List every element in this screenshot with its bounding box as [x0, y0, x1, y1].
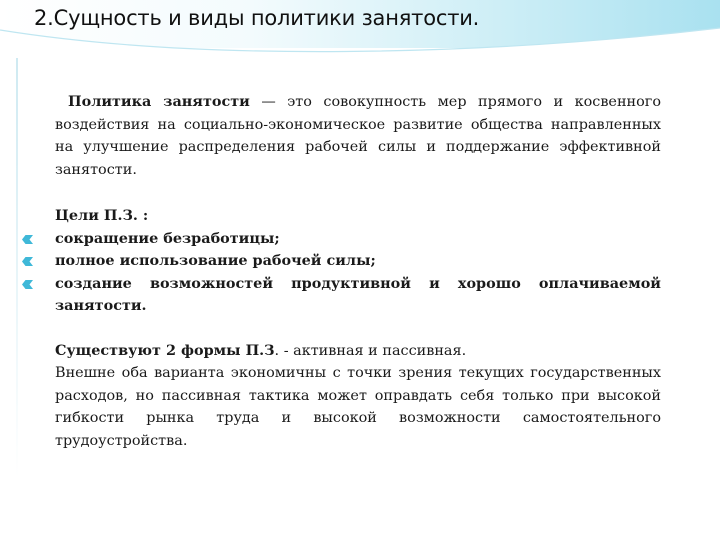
- bullet-icon: [22, 280, 33, 289]
- goals-section: [55, 205, 661, 318]
- bullet-icon: [22, 257, 33, 266]
- goals-heading: Цели П.З. :: [55, 207, 149, 224]
- definition-term: Политика занятости: [68, 93, 250, 110]
- goal-item-text: полное использование рабочей силы;: [55, 252, 376, 269]
- forms-note-paragraph: Внешне оба варианта экономичны с точки зрения текущих государственных расходов, но пассивная тактика может оправдать себя только при высокой гибкости рынка труда и высокой возможности самостоятельного трудоустройства.: [55, 365, 661, 449]
- definition-paragraph: [55, 91, 661, 181]
- forms-rest: . - активная и пассивная.: [274, 342, 467, 359]
- goal-item: [55, 273, 661, 318]
- goal-item: [55, 250, 661, 273]
- goal-item-text: создание возможностей продуктивной и хорошо оплачиваемой занятости.: [55, 274, 661, 314]
- forms-lead: Существуют 2 формы П.З: [55, 341, 275, 359]
- slide-content: [55, 91, 661, 452]
- goals-list: [55, 228, 661, 318]
- left-decorative-rule: [16, 58, 18, 478]
- goal-item-text: сокращение безработицы;: [55, 229, 280, 247]
- bullet-icon: [22, 235, 33, 244]
- forms-paragraph: [55, 340, 661, 363]
- slide-title: 2.Сущность и виды политики занятости.: [34, 6, 480, 30]
- definition-text: — это совокупность мер прямого и косвенного воздействия на социально-экономическое развитие общества направленных на улучшение распределения рабочей силы и поддержание эффективной занятости.: [55, 94, 661, 178]
- goal-item: [55, 228, 661, 251]
